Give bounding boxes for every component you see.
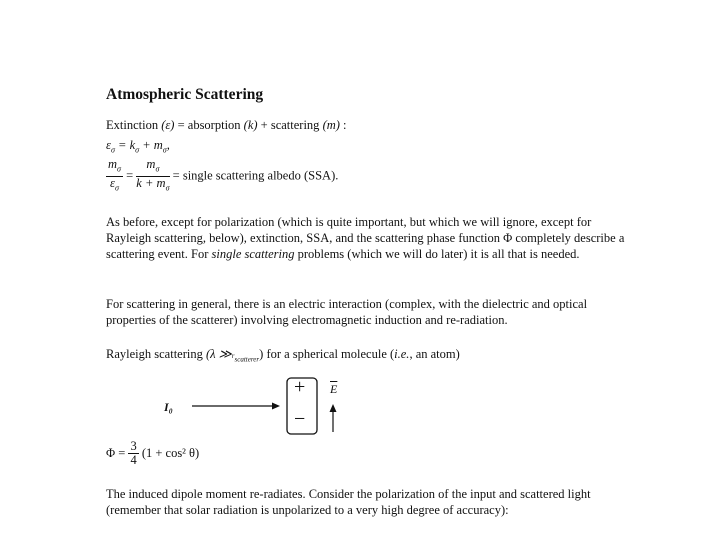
sum-comma: , <box>166 138 170 152</box>
page-title: Atmospheric Scattering <box>106 86 264 103</box>
albedo-text: single scattering albedo (SSA). <box>182 168 339 183</box>
paragraph-dipole-reradiation: The induced dipole moment re-radiates. Consider the polarization of the input and scattered light (remember that solar radiation is unpolarized to a very high degree of accuracy): <box>106 487 591 517</box>
rayleigh-condition: (λ ≫ <box>205 347 232 361</box>
sum-k: = k <box>118 138 136 152</box>
extinction-plus: + scattering <box>260 118 320 132</box>
extinction-k: (k) <box>243 118 258 132</box>
albedo-lhs-den: ε <box>110 175 115 190</box>
para1-italic: single scattering <box>211 247 295 261</box>
phase-den: 4 <box>130 453 137 467</box>
incident-arrow-head <box>272 403 280 410</box>
rayleigh-desc-pre: for a spherical molecule ( <box>266 347 395 361</box>
phase-function-equation <box>106 440 199 467</box>
dipole-minus: − <box>294 408 306 430</box>
albedo-rhs-num: m <box>146 157 156 171</box>
albedo-equation: $\frac{m_\sigma}{\varepsilon_\sigma}$ = $\frac{m_\sigma}{k + m_\sigma}$ = single scattering albedo (SSA). <box>108 157 339 192</box>
electric-field-label: $\overline{E}$ <box>330 382 338 396</box>
paragraph-electric-interaction: For scattering in general, there is an electric interaction (complex, with the dielectric and optical properties of the scatterer) involving electromagnetic induction and re-radiation. <box>106 297 588 327</box>
rayleigh-r-sub: scatterer <box>234 355 260 364</box>
extinction-label: Extinction <box>106 118 159 132</box>
rayleigh-label: Rayleigh scattering <box>106 347 203 361</box>
extinction-colon: : <box>343 118 347 132</box>
albedo-rhs-fraction: $\frac{m_\sigma}{k + m_\sigma}$ <box>136 157 170 192</box>
extinction-line <box>106 118 347 133</box>
phase-fraction <box>128 440 138 467</box>
dipole-diagram <box>160 374 360 436</box>
rayleigh-r: r <box>231 352 235 360</box>
rayleigh-ie: i.e. <box>394 347 410 361</box>
albedo-lhs-num: m <box>108 157 118 171</box>
dipole-plus: + <box>294 376 306 398</box>
paragraph-phase-function <box>106 214 626 262</box>
extinction-eq: = absorption <box>177 118 241 132</box>
phase-lhs: Φ = <box>106 446 126 460</box>
rayleigh-line <box>106 346 460 364</box>
sum-equation: $\varepsilon_\sigma = k_\sigma + m_\sigma$, <box>106 138 170 155</box>
rayleigh-desc-post: , an atom) <box>409 347 460 361</box>
rayleigh-close: ) <box>259 347 264 361</box>
sum-m: + m <box>142 138 163 152</box>
phase-rest: (1 + cos² θ) <box>141 446 200 460</box>
sum-eps: ε <box>106 138 111 152</box>
extinction-eps: (ε) <box>161 118 175 132</box>
para1-part2: problems (which we will do later) it is all that is needed. <box>294 247 580 261</box>
incident-intensity-label: I₀ <box>164 400 173 414</box>
albedo-rhs-den: k + m <box>136 175 166 190</box>
para1-part1: As before, except for polarization (which is quite important, but which we will ignore, except for Rayleigh scattering, below), extinction, SSA, and the scattering phase function Φ completely describe a scattering event. For <box>106 215 625 261</box>
extinction-m: (m) <box>322 118 340 132</box>
albedo-lhs-fraction: $\frac{m_\sigma}{\varepsilon_\sigma}$ <box>108 157 121 192</box>
field-arrow-head <box>330 404 337 412</box>
phase-num: 3 <box>130 439 137 453</box>
